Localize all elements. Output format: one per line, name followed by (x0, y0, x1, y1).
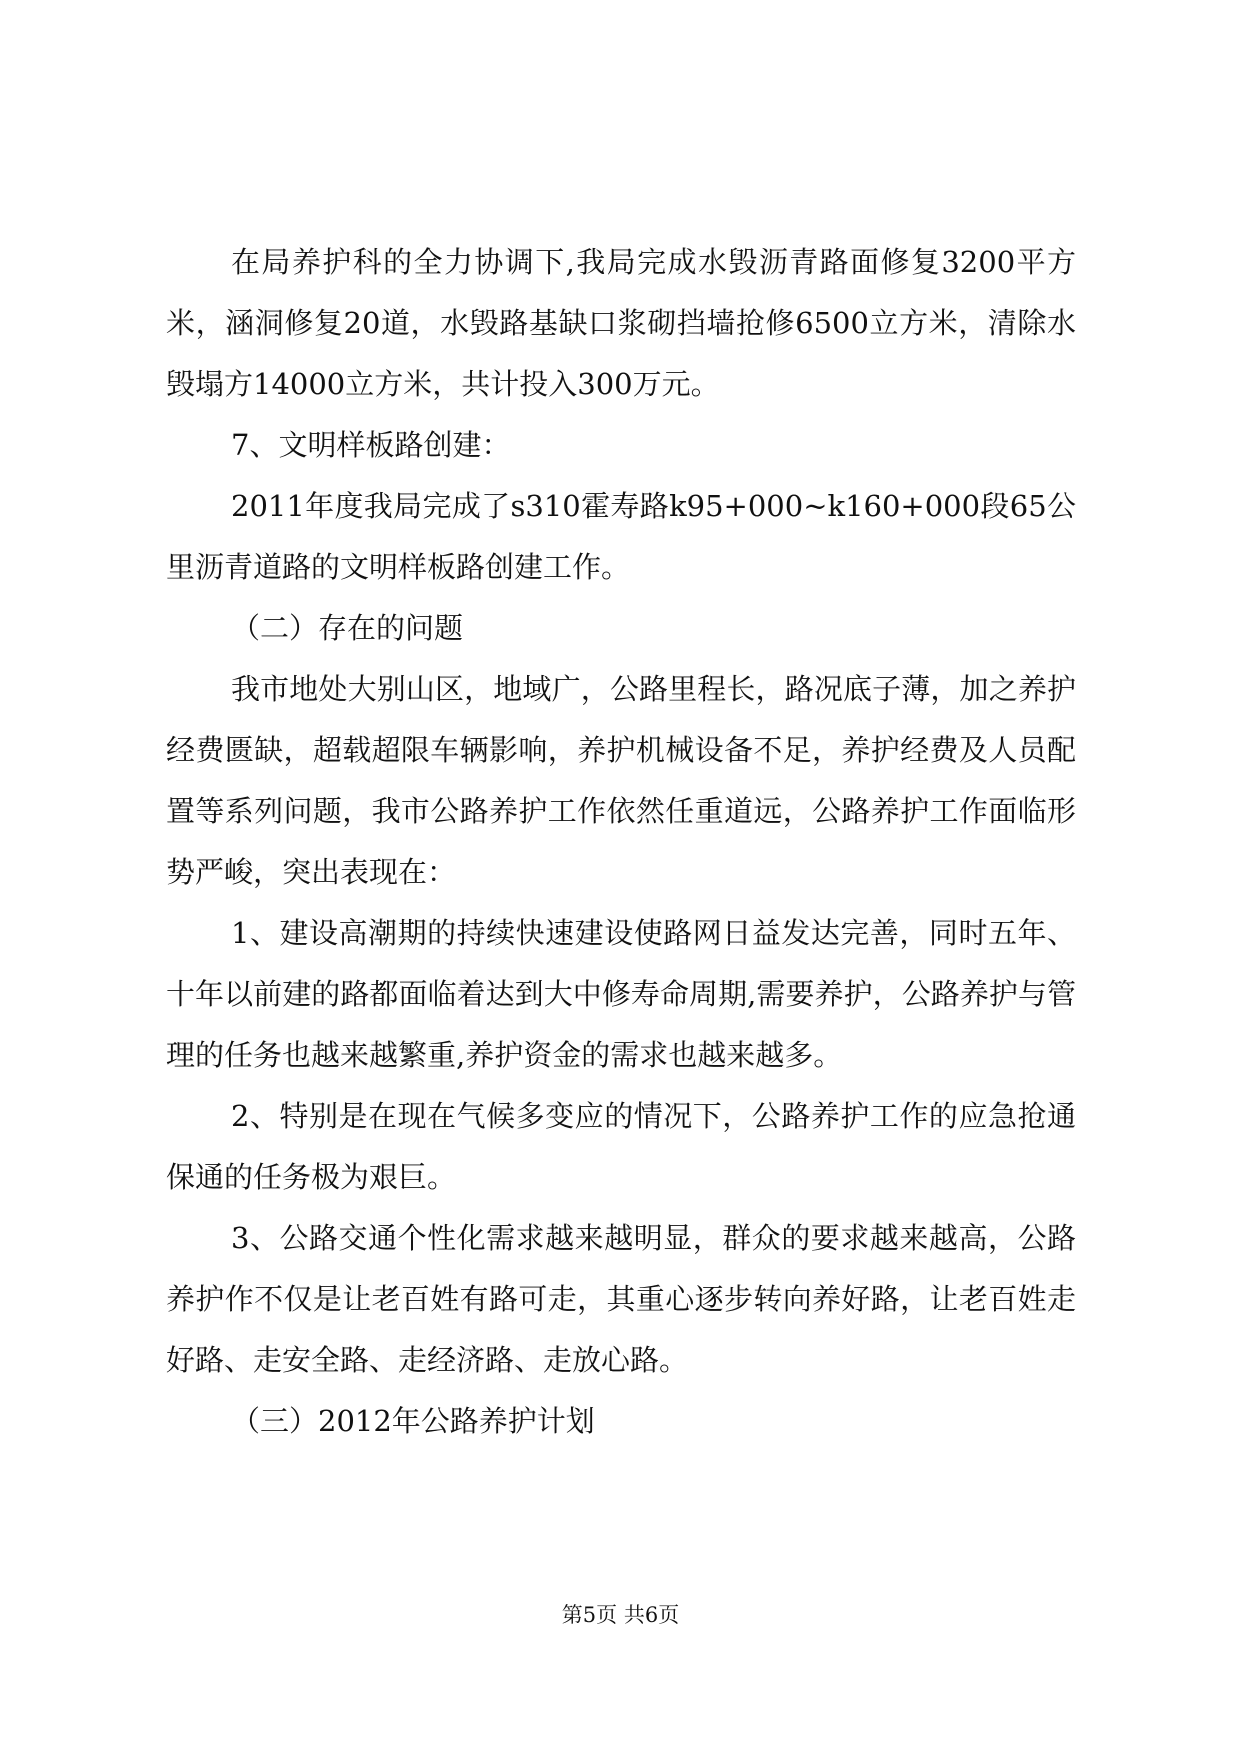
section-3-heading: （三）2012年公路养护计划 (231, 1404, 595, 1438)
page-number: 第5页 共6页 (561, 1603, 680, 1627)
problem-item-3: 3、公路交通个性化需求越来越明显，群众的要求越来越高，公路养护作不仅是让老百姓有路可走，其重心逐步转向养好路，让老百姓走好路、走安全路、走经济路、走放心路。 (166, 1221, 1076, 1377)
paragraph-model-road: 2011年度我局完成了s310霍寿路k95+000~k160+000段65公里沥青道路的文明样板路创建工作。 (166, 489, 1076, 584)
section-2-heading: （二）存在的问题 (231, 611, 464, 645)
problem-item-1: 1、建设高潮期的持续快速建设使路网日益发达完善，同时五年、十年以前建的路都面临着达到大中修寿命周期,需要养护，公路养护与管理的任务也越来越繁重,养护资金的需求也越来越多。 (166, 916, 1076, 1072)
document-body (166, 232, 1076, 1452)
paragraph-repair-summary: 在局养护科的全力协调下,我局完成水毁沥青路面修复3200平方米，涵洞修复20道，水毁路基缺口浆砌挡墙抢修6500立方米，清除水毁塌方14000立方米，共计投入300万元。 (166, 245, 1076, 401)
problem-item-2: 2、特别是在现在气候多变应的情况下，公路养护工作的应急抢通保通的任务极为艰巨。 (166, 1099, 1076, 1194)
paragraph-problems-intro: 我市地处大别山区，地域广，公路里程长，路况底子薄，加之养护经费匮缺，超载超限车辆影响，养护机械设备不足，养护经费及人员配置等系列问题，我市公路养护工作依然任重道远，公路养护工作面临形势严峻，突出表现在： (166, 672, 1076, 889)
item-7-heading: 7、文明样板路创建： (231, 428, 511, 462)
page-footer (0, 1600, 1241, 1630)
